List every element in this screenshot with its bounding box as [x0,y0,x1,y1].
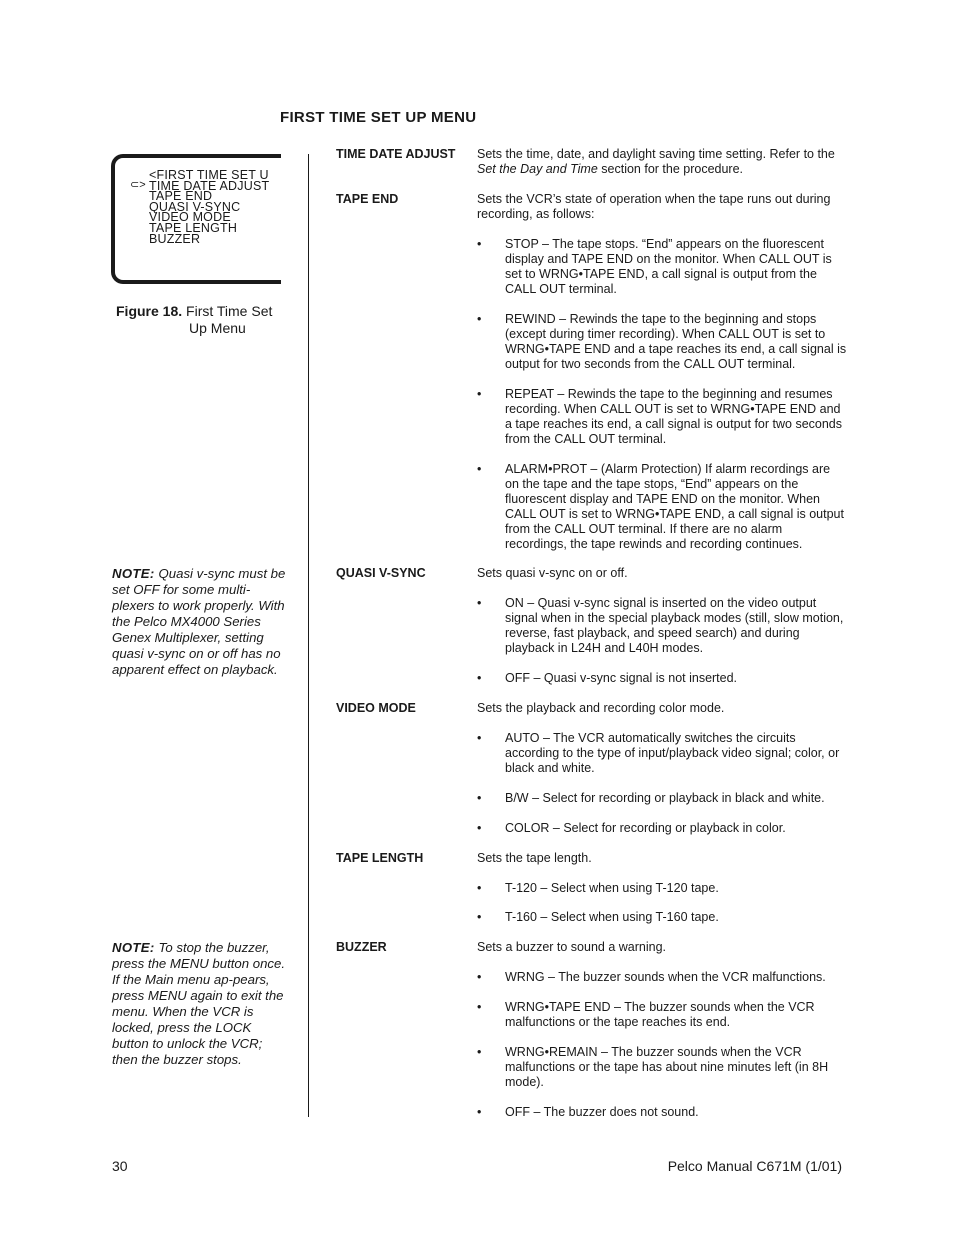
term-time-date-adjust: TIME DATE ADJUST [336,147,456,161]
bullet-icon: • [477,596,482,610]
desc-video-mode: Sets the playback and recording color mode. [477,701,725,715]
menu-cursor-icon: ⊂> [130,179,146,191]
term-tape-length: TAPE LENGTH [336,851,424,865]
list-item: • ON – Quasi v-sync signal is inserted on the video output signal when in the special playback modes (still, slow motion, reverse, fast playback, and speed search) and during playback in L24H and L40H modes. [477,596,844,655]
note-quasi-vsync [112,566,287,678]
column-divider [308,154,309,1117]
screen-line: TIME DATE ADJUST [149,178,270,193]
bullet-icon: • [477,1000,482,1014]
term-buzzer: BUZZER [336,940,387,954]
desc-time-date-adjust: Sets the time, date, and daylight saving time setting. Refer to the Set the Day and Time section for the procedure. [477,147,835,176]
list-item: • WRNG•TAPE END – The buzzer sounds when the VCR malfunctions or the tape reaches its end. [477,1000,815,1029]
term-video-mode: VIDEO MODE [336,701,416,715]
list-item: • REPEAT – Rewinds the tape to the beginning and resumes recording. When CALL OUT is set to WRNG•TAPE END and a tape reaches its end, a call signal is output for two seconds from the CALL OUT terminal. [477,387,842,446]
list-item: • B/W – Select for recording or playback in black and white. [477,791,825,805]
list-item: • WRNG•REMAIN – The buzzer sounds when the VCR malfunctions or the tape has about nine minutes left (in 8H mode). [477,1045,829,1089]
screen-line: VIDEO MODE [149,210,231,225]
list-item: • STOP – The tape stops. “End” appears on the fluorescent display and TAPE END on the monitor. When CALL OUT is set to WRNG•TAPE END, a call signal is output from the CALL OUT terminal. [477,237,832,296]
bullet-icon: • [477,312,482,326]
desc-tape-length: Sets the tape length. [477,851,592,865]
bullet-icon: • [477,387,482,401]
bullet-icon: • [477,910,482,924]
note-label: NOTE: [112,566,155,581]
desc-buzzer: Sets a buzzer to sound a warning. [477,940,667,954]
cross-reference: Set the Day and Time [477,162,598,176]
bullet-icon: • [477,821,482,835]
list-item: • OFF – Quasi v-sync signal is not inserted. [477,671,738,685]
figure-number: Figure 18. [116,303,183,319]
note-label: NOTE: [112,940,155,955]
screen-line: TAPE LENGTH [149,220,238,235]
list-item: • ALARM•PROT – (Alarm Protection) If alarm recordings are on the tape and the tape stops, “End” appears on the fluorescent display and TAPE END on the monitor. When CALL OUT is set to WRNG•TAPE END, a call signal is output from the CALL OUT terminal. If there are no alarm recordings, the tape rewinds and recording continues. [477,462,844,551]
screen-line: BUZZER [149,231,201,246]
list-item: • AUTO – The VCR automatically switches the circuits according to the type of input/playback video signal; color, or black and white. [477,731,840,775]
page-number: 30 [112,1158,128,1174]
list-item: • OFF – The buzzer does not sound. [477,1105,699,1119]
screen-line: <FIRST TIME SET U [149,168,269,182]
figure-title-line1: First Time Set [186,303,273,319]
figure-title-line2: Up Menu [189,320,246,336]
bullet-icon: • [477,970,482,984]
list-item: • T-160 – Select when using T-160 tape. [477,910,719,924]
bullet-icon: • [477,237,482,251]
manual-reference: Pelco Manual C671M (1/01) [667,1158,842,1174]
list-item: • WRNG – The buzzer sounds when the VCR malfunctions. [477,970,826,984]
note-buzzer [112,940,287,1068]
desc-tape-end: Sets the VCR’s state of operation when the tape runs out during recording, as follows: [477,192,831,221]
bullet-icon: • [477,671,482,685]
bullet-icon: • [477,731,482,745]
section-heading: FIRST TIME SET UP MENU [280,109,477,126]
screen-line: TAPE END [149,189,213,204]
figure-caption [116,303,286,337]
bullet-icon: • [477,462,482,476]
bullet-icon: • [477,791,482,805]
list-item: • REWIND – Rewinds the tape to the beginning and stops (except during timer recording). When CALL OUT is set to WRNG•TAPE END and a tape reaches its end, a call signal is output for two seconds from the CALL OUT terminal. [477,312,847,371]
term-quasi-vsync: QUASI V-SYNC [336,566,426,580]
list-item: • COLOR – Select for recording or playback in color. [477,821,786,835]
term-tape-end: TAPE END [336,192,399,206]
note-text: Quasi v-sync must be set OFF for some multi-plexers to work properly. With the Pelco MX4000 Series Genex Multiplexer, setting quasi v-sync on or off has no apparent effect on playback. [112,566,286,677]
screen-menu-lines [149,170,269,244]
note-text: To stop the buzzer, press the MENU button once. If the Main menu ap-pears, press MENU again to exit the menu. When the VCR is locked, press the LOCK button to unlock the VCR; then the buzzer stops. [112,940,285,1067]
bullet-icon: • [477,1105,482,1119]
bullet-icon: • [477,881,482,895]
monitor-screen-figure [111,154,281,284]
screen-line: QUASI V-SYNC [149,199,241,214]
bullet-icon: • [477,1045,482,1059]
desc-quasi-vsync: Sets quasi v-sync on or off. [477,566,628,580]
list-item: • T-120 – Select when using T-120 tape. [477,881,719,895]
